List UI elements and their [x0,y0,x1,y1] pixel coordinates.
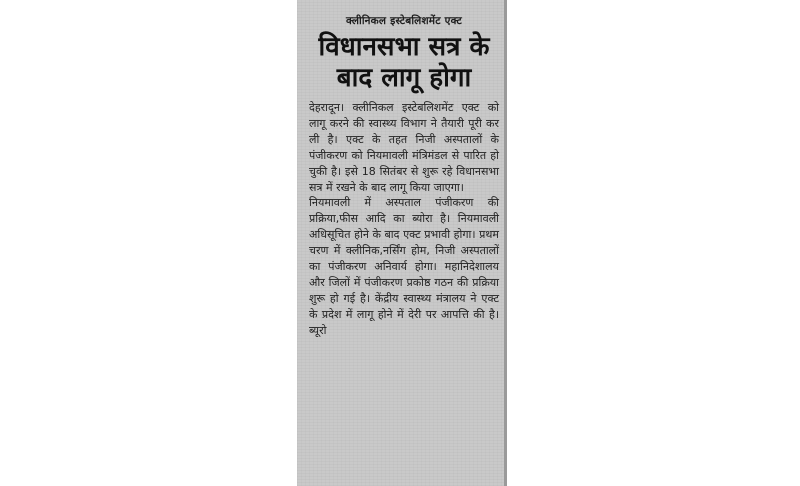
clipping-edge [504,0,507,486]
article-body [309,100,499,339]
article-headline [309,32,499,94]
article-kicker: क्लीनिकल इस्टेबलिशमेंट एक्ट [345,15,463,27]
newspaper-clipping [297,0,507,486]
article-paragraph-2: नियमावली में अस्पताल पंजीकरण की प्रक्रिया,फीस आदि का ब्योरा है। नियमावली अधिसूचित होने के बाद एक्ट प्रभावी होगा। प्रथम चरण में क्लीनिक,नर्सिंग होम, निजी अस्पतालों का पंजीकरण अनिवार्य होगा। महानिदेशालय और जिलों में पंजीकरण प्रकोष्ठ गठन की प्रक्रिया शुरू हो गई है। केंद्रीय स्वास्थ्य मंत्रालय ने एक्ट के प्रदेश में लागू होने में देरी पर आपत्ति की है। ब्यूरो [309,196,499,337]
article-paragraph-1: देहरादून। क्लीनिकल इस्टेबलिशमेंट एक्ट को लागू करने की स्वास्थ्य विभाग ने तैयारी पूरी कर ली है। एक्ट के तहत निजी अस्पतालों के पंजीकरण को नियमावली मंत्रिमंडल से पारित हो चुकी है। इसे 18 सितंबर से शुरू रहे विधानसभा सत्र में रखने के बाद लागू किया जाएगा। [309,101,499,194]
headline-line-2: बाद लागू होगा [336,63,472,93]
headline-line-1: विधानसभा सत्र के [318,32,490,62]
